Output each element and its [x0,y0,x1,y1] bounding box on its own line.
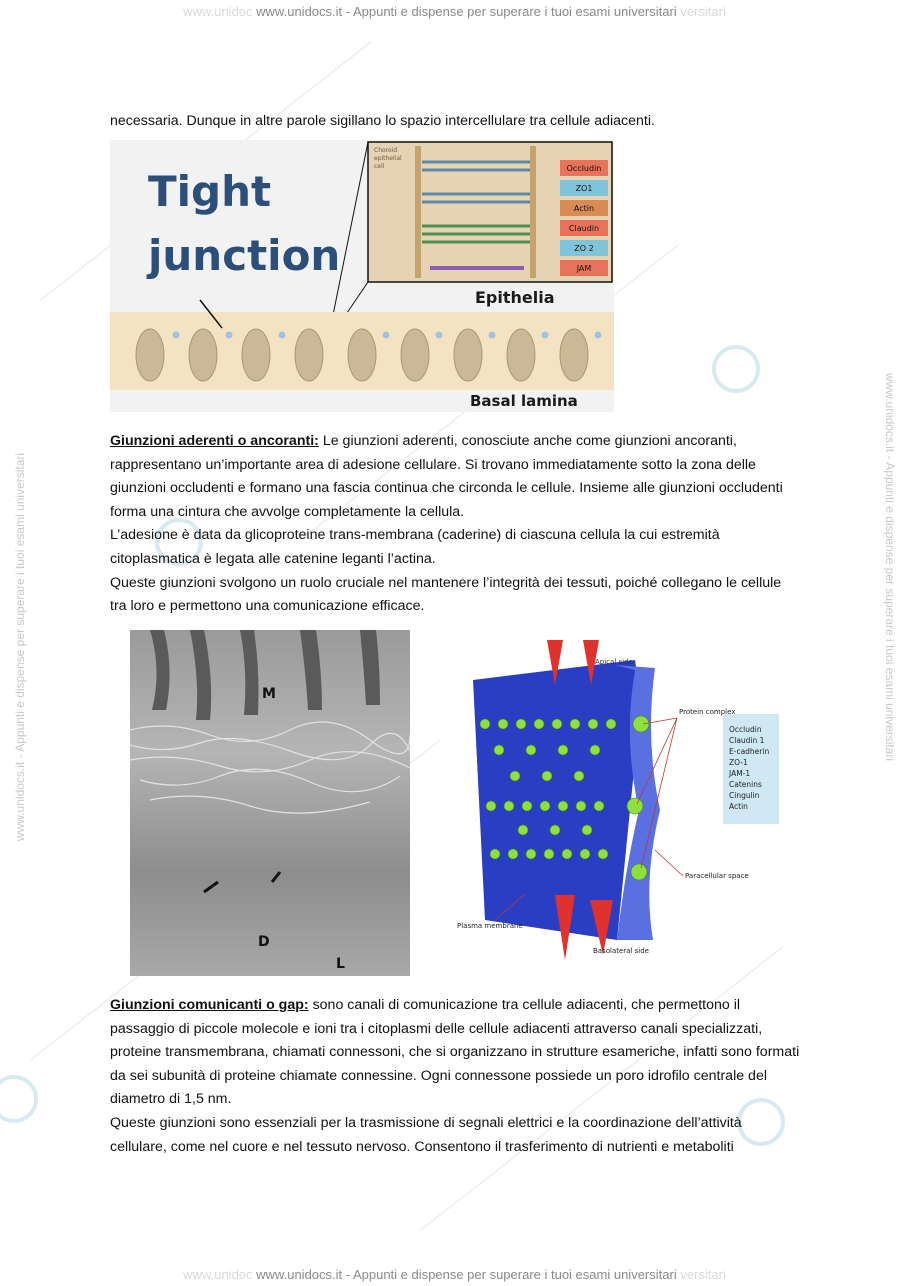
label-zo1: ZO1 [575,184,593,193]
protein-bead [588,719,598,729]
adherent-paragraph-1 [110,430,800,524]
cell-nucleus [242,329,270,381]
adherent-heading: Giunzioni aderenti o ancoranti: [110,433,319,449]
protein-bead [534,719,544,729]
protein-bead [490,849,500,859]
junction-marker [595,332,602,339]
cell-nucleus [560,329,588,381]
micrograph-label-m: M [262,686,276,702]
side-watermark-left: www.unidocs.it - Appunti e dispense per superare i tuoi esami universitari [13,452,27,842]
adherent-paragraph-3: Queste giunzioni svolgono un ruolo cruciale nel mantenere l’integrità dei tessuti, poiché collegano le cellule tra loro e permettono una comunicazione efficace. [110,574,782,615]
tight-junction-figure [110,140,614,412]
protein-bead [542,771,552,781]
protein-list-item: Actin [729,802,748,811]
micrograph-label-l: L [336,956,345,972]
protein-bead [498,719,508,729]
protein-bead [582,825,592,835]
protein-bead [522,801,532,811]
header-watermark [0,4,909,19]
watermark-logo-icon [0,1075,38,1123]
gap-text-1: sono canali di comunicazione tra cellule adiacenti, che permettono il passaggio di piccole molecole e ioni tra i citoplasmi delle cellule adiacenti attraverso canali specializzati, proteine transmembrana, chiamati connessoni, che si organizzano in strutture esameriche, infatti sono formati da sei subunità di proteine chiamate connessine. Ogni connessone possiede un poro idrofilo centrale del diametro di 1,5 nm. [110,997,800,1108]
gap-paragraph-2: Queste giunzioni sono essenziali per la trasmissione di segnali elettrici e la coordinazione dell’attività cellulare, come nel cuore e nel tessuto nervoso. Consentono il trasferimento di nutrienti e metaboliti [110,1114,742,1155]
protein-bead-large [633,716,649,732]
protein-complex-label: Protein complex [679,708,736,716]
footer-watermark-text: www.unidocs.it - Appunti e dispense per superare i tuoi esami universitari [256,1267,677,1282]
junction-marker [226,332,233,339]
junction-marker [173,332,180,339]
cell-nucleus [401,329,429,381]
inset-membrane [415,146,421,278]
protein-bead [598,849,608,859]
protein-list-item: Occludin [729,725,762,734]
protein-bead [562,849,572,859]
protein-bead [552,719,562,729]
gap-heading: Giunzioni comunicanti o gap: [110,997,309,1013]
junction-marker [542,332,549,339]
adherent-text-1: Le giunzioni aderenti, conosciute anche come giunzioni ancoranti, rappresentano un’importante area di adesione cellulare. Si trovano immediatamente sotto la zona delle giunzioni occludenti e formano una fascia continua che circonda le cellule. Insieme alle giunzioni occludenti forma una cintura che avvolge completamente la cellula. [110,433,783,520]
label-occludin: Occludin [566,164,602,173]
cell-nucleus [136,329,164,381]
inset-label-3: cell [374,163,385,170]
cell-nucleus [295,329,323,381]
tight-title-line2: junction [148,231,341,280]
tight-title-line1: Tight [148,167,272,216]
protein-bead [526,745,536,755]
junction-marker [436,332,443,339]
basolateral-side-label: Basolateral side [593,947,649,955]
paracellular-label: Paracellular space [685,872,749,880]
membrane-diagram [455,640,785,960]
junction-marker [279,332,286,339]
protein-bead [570,719,580,729]
protein-bead [558,801,568,811]
protein-list-item: Catenins [729,780,762,789]
protein-list-item: Claudin 1 [729,736,765,745]
micrograph-figure [130,630,410,976]
gap-paragraph-1 [110,994,800,1112]
protein-bead [576,801,586,811]
protein-bead [540,801,550,811]
side-watermark-right: www.unidocs.it - Appunti e dispense per superare i tuoi esami universitari [883,372,897,762]
apical-side-label: Apical side [595,658,633,666]
protein-list-item: Cingulin [729,791,760,800]
inset-membrane [530,146,536,278]
plasma-membrane-label: Plasma membrane [457,922,523,930]
protein-bead [504,801,514,811]
basal-lamina-label: Basal lamina [470,392,578,410]
protein-bead [494,745,504,755]
intro-text: necessaria. Dunque in altre parole sigillano lo spazio intercellulare tra cellule adiacenti. [110,113,655,129]
inset-label-1: Choroid [374,147,398,154]
epithelia-label: Epithelia [475,288,555,307]
adherent-paragraph-2: L’adesione è data da glicoproteine trans-membrana (caderine) di ciascuna cellula la cui estremità citoplasmatica è legata alle catenine leganti l’actina. [110,527,720,567]
protein-bead [550,825,560,835]
protein-bead [526,849,536,859]
protein-list-item: ZO-1 [729,758,748,767]
protein-bead [590,745,600,755]
footer-ghost-right: versitari [680,1267,726,1282]
intro-paragraph [110,110,800,134]
protein-list-item: JAM-1 [729,769,751,778]
cell-nucleus [507,329,535,381]
protein-bead-large [627,798,643,814]
watermark-logo-icon [712,345,760,393]
protein-list-item: E-cadherin [729,747,770,756]
protein-bead [574,771,584,781]
protein-bead [516,719,526,729]
header-ghost-left: www.unidoc [183,4,253,19]
protein-bead [510,771,520,781]
protein-bead [594,801,604,811]
label-actin: Actin [573,204,595,213]
cell-nucleus [348,329,376,381]
protein-bead [518,825,528,835]
protein-bead [480,719,490,729]
protein-bead [558,745,568,755]
header-watermark-text: www.unidocs.it - Appunti e dispense per superare i tuoi esami universitari [256,4,677,19]
protein-bead [486,801,496,811]
cell-nucleus [189,329,217,381]
label-claudin: Claudin [568,224,600,233]
inset-label-2: epithelial [374,155,402,162]
protein-bead [544,849,554,859]
section-adherent [110,430,800,619]
label-zo2: ZO 2 [574,244,594,253]
label-jam: JAM [576,264,592,273]
footer-ghost-left: www.unidoc [183,1267,253,1282]
protein-bead [606,719,616,729]
protein-bead-large [631,864,647,880]
footer-watermark [0,1267,909,1282]
protein-bead [580,849,590,859]
header-ghost-right: versitari [680,4,726,19]
micrograph-label-d: D [258,934,270,950]
junction-marker [383,332,390,339]
leader-line [655,850,683,876]
junction-marker [489,332,496,339]
protein-bead [508,849,518,859]
cell-nucleus [454,329,482,381]
section-gap [110,994,800,1159]
